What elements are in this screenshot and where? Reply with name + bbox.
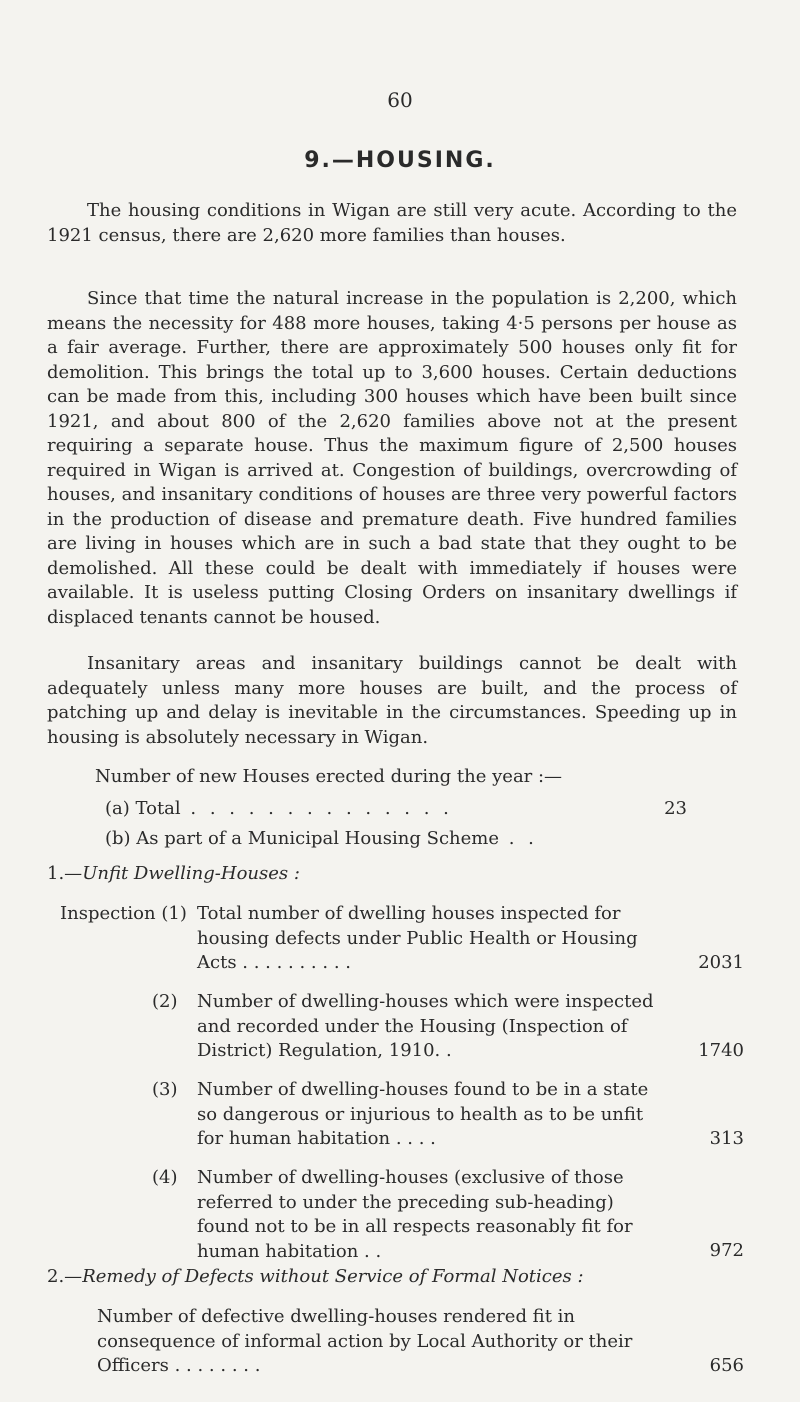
item-number: (4) <box>152 1167 178 1188</box>
item-text: Number of dwelling-houses which were inspected and recorded under the Housing (Inspection of District) Regulation, 1910. . <box>197 991 654 1061</box>
paragraph-1: The housing conditions in Wigan are still very acute. According to the 1921 census, there are 2,620 more families than houses. <box>47 200 737 246</box>
item-number: (2) <box>152 991 178 1012</box>
item-number: Inspection (1) <box>60 903 187 924</box>
item-value: 313 <box>709 1128 744 1149</box>
row-label: (b) As part of a Municipal Housing Scheme . . <box>105 828 538 849</box>
item-value: 656 <box>709 1355 744 1376</box>
paragraph-2: Since that time the natural increase in the population is 2,200, which means the necessity for 488 more houses, taking 4·5 persons per house as a fair average. Further, there are approximately 500 houses only fit for demolition. This brings the total up to 3,600 houses. Certain deductions can be made from this, including 300 houses which have been built since 1921, and about 800 of the 2,620 families above not at the present requiring a separate house. Thus the maximum figure of 2,500 houses required in Wigan is arrived at. Congestion of buildings, overcrowding of houses, and insanitary conditions of houses are three very powerful factors in the production of disease and premature death. Five hundred families are living in houses which are in such a bad state that they ought to be demolished. All these could be dealt with immediately if houses were available. It is useless putting Closing Orders on insanitary dwellings if displaced tenants cannot be housed. <box>47 288 737 628</box>
item-text: Number of dwelling-houses (exclusive of those referred to under the preceding sub-heading) found not to be in all respects reasonably fit for human habitation . . <box>197 1167 633 1262</box>
new-houses-intro: Number of new Houses erected during the year :— <box>95 766 563 787</box>
page-number: 60 <box>387 88 413 112</box>
paragraph-3: Insanitary areas and insanitary buildings cannot be dealt with adequately unless many more houses are built, and the process of patching up and delay is inevitable in the circumstances. Speeding up in housing is absolutely necessary in Wigan. <box>47 653 737 748</box>
item-text: Total number of dwelling houses inspected for housing defects under Public Health or Housing Acts . . . . . . . . . . <box>197 903 638 973</box>
item-value: 2031 <box>698 952 744 973</box>
section-2-heading: 2.—Remedy of Defects without Service of Formal Notices : <box>47 1266 584 1287</box>
section-heading: 9.—HOUSING. <box>304 148 496 173</box>
row-label: (a) Total . . . . . . . . . . . . . . <box>105 798 453 819</box>
item-number: (3) <box>152 1079 178 1100</box>
item-value: 972 <box>709 1240 744 1261</box>
item-value: 1740 <box>698 1040 744 1061</box>
section-1-heading: 1.—Unfit Dwelling-Houses : <box>47 863 300 884</box>
item-text: Number of dwelling-houses found to be in a state so dangerous or injurious to health as to be unfit for human habitation . . . . <box>197 1079 649 1149</box>
item-text: Number of defective dwelling-houses rendered fit in consequence of informal action by Local Authority or their Officers . . . . . . . . <box>97 1306 633 1376</box>
row-value: 23 <box>664 798 687 819</box>
